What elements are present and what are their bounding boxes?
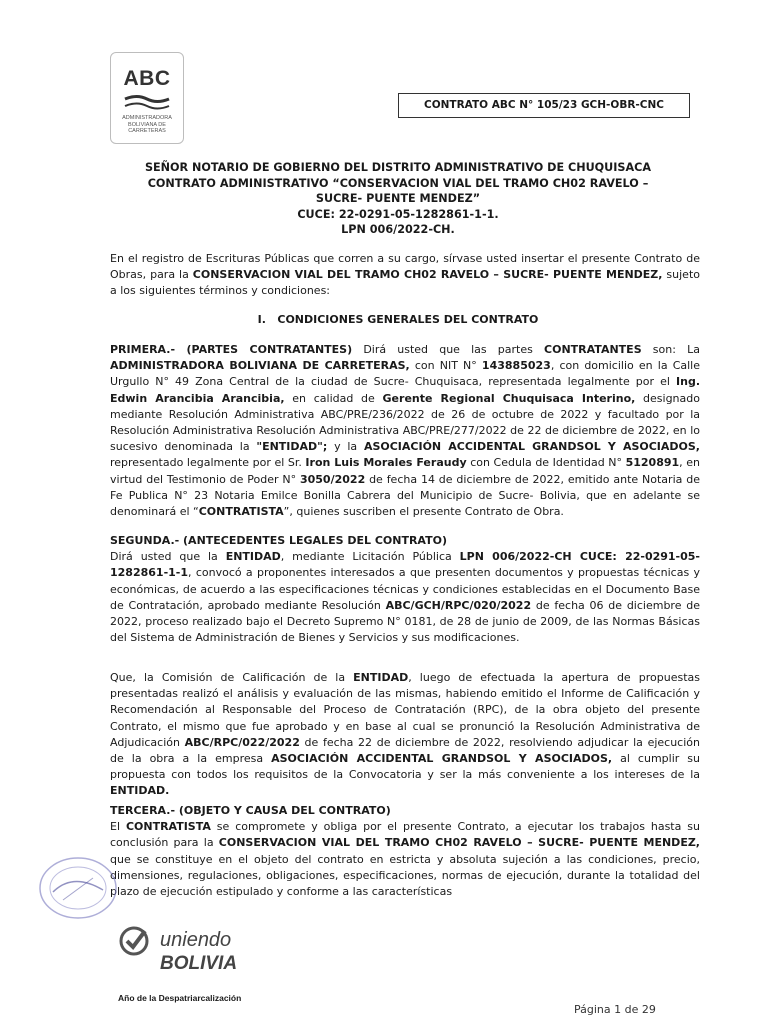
checkmark-circle-icon	[118, 925, 152, 959]
logo-text: ABC	[123, 67, 171, 90]
title-line: CUCE: 22-0291-05-1282861-1-1.	[297, 207, 499, 221]
clause-segunda: SEGUNDA.- (ANTECEDENTES LEGALES DEL CONTRATO) Dirá usted que la ENTIDAD, mediante Licitación Pública LPN 006/2022-CH CUCE: 22-0291-05-1282861-1-1, convocó a proponentes interesados a que presenten documentos y propuestas técnicas y económicas, de acuerdo a las especificaciones técnicas y condiciones establecidas en el Documento Base de Contratación, aprobado mediante Resolución ABC/GCH/RPC/020/2022 de fecha 06 de diciembre de 2022, proceso realizado bajo el Decreto Supremo N° 0181, de 28 de junio de 2009, de las Normas Básicas del Sistema de Administración de Bienes y Servicios y sus modificaciones.	[110, 534, 700, 645]
logo-subtitle-line: CARRETERAS	[128, 128, 166, 134]
uniendo-bolivia-logo	[118, 925, 298, 985]
year-motto: Año de la Despatriarcalización	[118, 993, 242, 1003]
logo-waves-icon	[123, 93, 171, 111]
logo-subtitle-line: ADMINISTRADORA	[122, 115, 172, 121]
title-line: SEÑOR NOTARIO DE GOBIERNO DEL DISTRITO ADMINISTRATIVO DE CHUQUISACA	[144, 161, 652, 174]
clause-primera: PRIMERA.- (PARTES CONTRATANTES) Dirá usted que las partes CONTRATANTES son: La ADMINISTRADORA BOLIVIANA DE CARRETERAS, con NIT N° 143885023, con domicilio en la Calle Urgullo N° 49 Zona Central de la ciudad de Sucre- Chuquisaca, representada legalmente por el Ing. Edwin Arancibia Arancibia, en calidad de Gerente Regional Chuquisaca Interino, designado mediante Resolución Administrativa ABC/PRE/236/2022 de 26 de octubre de 2022 y facultado por la Resolución Administrativa Resolución Administrativa ABC/PRE/277/2022 de 22 de diciembre de 2022, en lo sucesivo denominada la "ENTIDAD"; y la ASOCIACIÓN ACCIDENTAL GRANDSOL Y ASOCIADOS, representado legalmente por el Sr. Iron Luis Morales Feraudy con Cedula de Identidad N° 5120891, en virtud del Testimonio de Poder N° 3050/2022 de fecha 14 de diciembre de 2022, emitido ante Notaria de Fe Publica N° 23 Notaria Emilce Bonilla Cabrera del Municipio de Sucre- Bolivia, que en adelante se denominará el “CONTRATISTA”, quienes suscriben el presente Contrato de Obra.	[110, 343, 700, 519]
logo-subtitle	[111, 115, 183, 135]
page-number: Página 1 de 29	[574, 1003, 656, 1016]
brand-line-1: uniendo	[160, 929, 232, 951]
intro-paragraph: En el registro de Escrituras Públicas que corren a su cargo, sírvase usted insertar el presente Contrato de Obras, para la CONSERVACION VIAL DEL TRAMO CH02 RAVELO – SUCRE- PUENTE MENDEZ, sujeto a los siguientes términos y condiciones:	[110, 252, 700, 298]
clause-segunda-paragraph-2: Que, la Comisión de Calificación de la ENTIDAD, luego de efectuada la apertura de propuestas presentadas realizó el análisis y evaluación de las mismas, habiendo emitido el Informe de Calificación y Recomendación al Responsable del Proceso de Contratación (RPC), de la obra objeto del presente Contrato, el mismo que fue aprobado y en base al cual se pronunció la Resolución Administrativa de Adjudicación ABC/RPC/022/2022 de fecha 22 de diciembre de 2022, resolviendo adjudicar la ejecución de la obra a la empresa ASOCIACIÓN ACCIDENTAL GRANDSOL Y ASOCIADOS, al cumplir su propuesta con todos los requisitos de la Convocatoria y ser la más conveniente a los intereses de la ENTIDAD.	[110, 671, 700, 798]
section-heading: I. CONDICIONES GENERALES DEL CONTRATO	[257, 313, 539, 326]
clause-heading: PRIMERA.- (PARTES CONTRATANTES)	[110, 343, 353, 356]
contract-reference: CONTRATO ABC N° 105/23 GCH-OBR-CNC	[398, 93, 690, 118]
title-line: LPN 006/2022-CH.	[341, 223, 455, 236]
abc-logo	[110, 52, 184, 144]
document-title	[110, 160, 686, 238]
brand-line-2: BOLIVIA	[160, 953, 238, 974]
logo-subtitle-line: BOLIVIANA DE	[128, 121, 166, 128]
notary-stamp-icon	[33, 852, 128, 922]
clause-tercera: TERCERA.- (OBJETO Y CAUSA DEL CONTRATO) El CONTRATISTA se compromete y obliga por el presente Contrato, a ejecutar los trabajos hasta su conclusión para la CONSERVACION VIAL DEL TRAMO CH02 RAVELO – SUCRE- PUENTE MENDEZ, que se constituye en el objeto del contrato en estricta y absoluta sujeción a las condiciones, precio, dimensiones, regulaciones, obligaciones, especificaciones, normas de ejecución, durante la totalidad del plazo de ejecución estipulado y conforme a las características	[110, 804, 700, 899]
clause-heading: TERCERA.- (OBJETO Y CAUSA DEL CONTRATO)	[110, 804, 391, 817]
title-line: SUCRE- PUENTE MENDEZ”	[315, 192, 481, 205]
title-line: CONTRATO ADMINISTRATIVO “CONSERVACION VIAL DEL TRAMO CH02 RAVELO –	[147, 176, 649, 190]
clause-heading: SEGUNDA.- (ANTECEDENTES LEGALES DEL CONTRATO)	[110, 534, 447, 547]
